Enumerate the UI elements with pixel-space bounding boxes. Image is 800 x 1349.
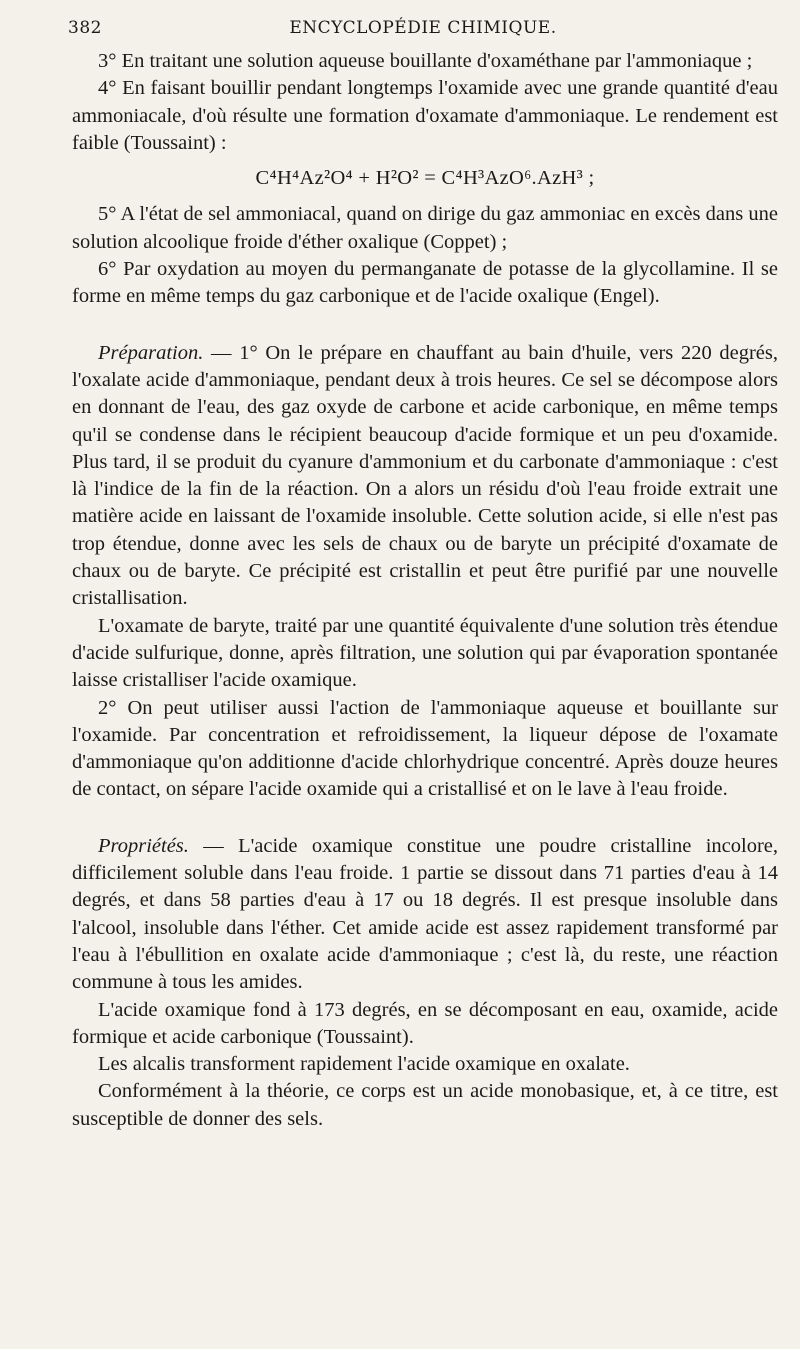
page-body	[72, 48, 778, 1133]
running-header	[68, 18, 778, 46]
paragraph-alkalis: Les alcalis transforment rapidement l'acide oxamique en oxalate.	[98, 1053, 630, 1076]
properties-text: — L'acide oxamique constitue une poudre cristalline incolore, difficilement soluble dans l'eau froide. 1 partie se dissout dans 71 parties d'eau à 14 degrés, et dans 58 parties d'eau à 17 ou 18 degrés. Il est presque insoluble dans l'alcool, insoluble dans l'éther. Cet amide acide est assez rapidement transformé par l'eau à l'ébullition en oxalate acide d'ammoniaque ; c'est là, du reste, une réaction commune à tous les amides.	[72, 834, 778, 994]
paragraph-barium-oxamate: L'oxamate de baryte, traité par une quantité équivalente d'une solution très étendue d'acide sulfurique, donne, après filtration, une solution qui par évaporation spontanée laisse cristalliser l'acide oxamique.	[72, 614, 778, 692]
paragraph-preparation-2: 2° On peut utiliser aussi l'action de l'ammoniaque aqueuse et bouillante sur l'oxamide. Par concentration et refroidissement, la liqueur dépose de l'oxamate d'ammoniaque qu'on additionne d'acide chlorhydrique concentré. Après douze heures de contact, on sépare l'acide oxamide qui a cristallisé et on le lave à l'eau froide.	[72, 696, 778, 801]
section-preparation	[72, 340, 778, 613]
running-title: ENCYCLOPÉDIE CHIMIQUE.	[289, 18, 557, 38]
paragraph-method-5: 5° A l'état de sel ammoniacal, quand on dirige du gaz ammoniac en excès dans une solution alcoolique froide d'éther oxalique (Coppet) ;	[72, 203, 778, 253]
section-label-preparation: Préparation.	[98, 341, 204, 364]
page-number: 382	[68, 18, 102, 38]
paragraph-method-4: 4° En faisant bouillir pendant longtemps l'oxamide avec une grande quantité d'eau ammoniacale, d'où résulte une formation d'oxamate d'ammoniaque. Le rendement est faible (Toussaint) :	[72, 77, 778, 154]
paragraph-monobasic: Conformément à la théorie, ce corps est un acide monobasique, et, à ce titre, est susceptible de donner des sels.	[72, 1080, 778, 1130]
paragraph-melting-point: L'acide oxamique fond à 173 degrés, en se décomposant en eau, oxamide, acide formique et acide carbonique (Toussaint).	[72, 998, 778, 1048]
paragraph-method-3: 3° En traitant une solution aqueuse bouillante d'oxaméthane par l'ammoniaque ;	[98, 50, 753, 72]
preparation-text: — 1° On le prépare en chauffant au bain d'huile, vers 220 degrés, l'oxalate acide d'ammoniaque, pendant deux à trois heures. Ce sel se décompose alors en donnant de l'eau, des gaz oxyde de carbone et acide carbonique, en même temps qu'il se condense dans le récipient beaucoup d'acide formique et un peu d'oxamide. Plus tard, il se produit du cyanure d'ammonium et du carbonate d'ammoniaque : c'est là l'indice de la fin de la réaction. On a alors un résidu d'où l'eau froide extrait une matière acide en laissant de l'oxamide insoluble. Cette solution acide, si elle n'est pas trop étendue, donne avec les sels de chaux ou de baryte un précipité d'oxamate de chaux ou de baryte. Ce précipité est cristallin et peut être purifié par une nouvelle cristallisation.	[72, 341, 778, 610]
section-properties	[72, 833, 778, 997]
chemical-equation: C⁴H⁴Az²O⁴ + H²O² = C⁴H³AzO⁶.AzH³ ;	[255, 167, 595, 190]
paragraph-method-6: 6° Par oxydation au moyen du permanganate de potasse de la glycollamine. Il se forme en même temps du gaz carbonique et de l'acide oxalique (Engel).	[72, 258, 778, 308]
section-label-properties: Propriétés.	[98, 834, 189, 857]
